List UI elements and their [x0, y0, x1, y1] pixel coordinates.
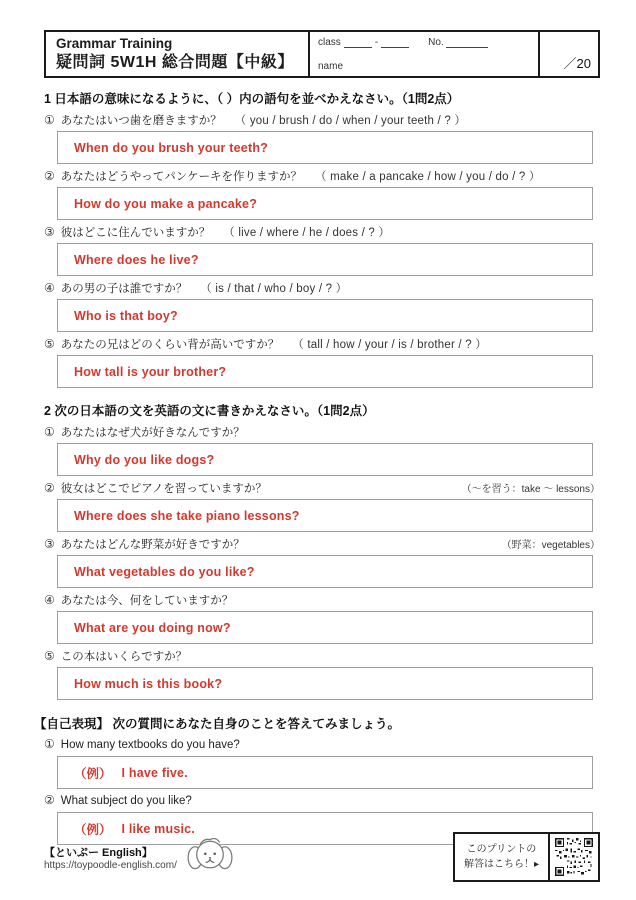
publisher-logo-text: 【といぷー English】	[44, 846, 153, 859]
word-bank: （ tall / how / your / is / brother / ? ）	[292, 339, 487, 351]
hint-note: （～を習う：take ～ lessons）	[461, 484, 600, 495]
answer-key-line1: このプリントの	[466, 843, 537, 855]
question-number: ⑤	[44, 649, 55, 663]
answer-box	[57, 187, 593, 220]
score-cell	[540, 32, 598, 76]
header-box	[44, 30, 600, 78]
answer-text: Who is that boy?	[74, 308, 178, 323]
answer-box	[57, 555, 593, 588]
answer-text: What are you doing now?	[74, 620, 231, 635]
word-bank: （ is / that / who / boy / ? ）	[200, 283, 348, 295]
answer-text: How do you make a pancake?	[74, 196, 258, 211]
name-label: name	[318, 61, 344, 72]
answer-box	[57, 443, 593, 476]
answer-text: How tall is your brother?	[74, 364, 227, 379]
question-text: あなたはどんな野菜が好きですか？	[60, 539, 245, 551]
section1-heading: 1 日本語の意味になるように、（ ）内の語句を並べかえなさい。（1問2点）	[44, 92, 460, 106]
answer-text: How much is this book?	[74, 676, 223, 691]
answer-text: I have five.	[121, 765, 188, 780]
question-text: What subject do you like?	[60, 795, 192, 807]
question-text: 彼女はどこでピアノを習っていますか？	[60, 483, 267, 495]
question-text: あの男の子は誰ですか？	[60, 283, 188, 295]
question-number: ①	[44, 425, 55, 439]
example-label: （例）	[74, 822, 112, 837]
question-number: ④	[44, 593, 55, 607]
word-bank: （ you / brush / do / when / your teeth / ? ）	[234, 115, 467, 127]
question-item	[44, 424, 600, 476]
qr-code	[550, 834, 598, 880]
answer-box	[57, 611, 593, 644]
answer-box	[57, 243, 593, 276]
question-number: ①	[44, 737, 55, 751]
question-item	[44, 336, 600, 388]
answer-box	[57, 499, 593, 532]
answer-text: I like music.	[121, 821, 195, 836]
score-denominator: ／20	[563, 56, 591, 71]
class-label: class	[318, 37, 341, 48]
question-number: ②	[44, 481, 55, 495]
answer-text: Where does he live?	[74, 252, 199, 267]
question-item	[44, 648, 600, 700]
question-item	[44, 224, 600, 276]
answer-text: When do you brush your teeth?	[74, 140, 268, 155]
answer-text: Why do you like dogs?	[74, 452, 215, 467]
example-label: （例）	[74, 766, 112, 781]
question-item	[44, 737, 600, 789]
answer-box	[57, 756, 593, 789]
number-label: No.	[428, 37, 444, 48]
question-item	[44, 280, 600, 332]
class-blank-line	[344, 39, 372, 48]
number-group	[428, 37, 488, 48]
word-bank: （ make / a pancake / how / you / do / ? ）	[315, 171, 541, 183]
answer-text: What vegetables do you like?	[74, 564, 255, 579]
question-text: あなたの兄はどのくらい背が高いですか？	[60, 339, 280, 351]
class-number-row	[318, 37, 530, 48]
question-text: あなたはどうやってパンケーキを作りますか？	[60, 171, 303, 183]
section2-heading: 2 次の日本語の文を英語の文に書きかえなさい。（1問2点）	[44, 404, 375, 418]
number-blank-line	[446, 39, 488, 48]
answer-box	[57, 299, 593, 332]
publisher-url: https://toypoodle-english.com/	[44, 859, 177, 871]
hint-note: （野菜：vegetables）	[501, 540, 600, 551]
section-self-expression	[34, 716, 600, 845]
selfexpr-heading: 【自己表現】 次の質問にあなた自身のことを答えてみましょう。	[34, 717, 400, 731]
question-text: あなたはいつ歯を磨きますか？	[60, 115, 222, 127]
question-number: ②	[44, 793, 55, 807]
question-text: 彼はどこに住んでいますか？	[60, 227, 211, 239]
question-item	[44, 592, 600, 644]
header-title-cell	[46, 32, 310, 76]
worksheet-title: 疑問詞 5W1H 総合問題【中級】	[56, 54, 294, 72]
question-number: ①	[44, 113, 55, 127]
footer	[44, 832, 600, 882]
question-item	[44, 536, 600, 588]
answer-box	[57, 667, 593, 700]
question-text: この本はいくらですか？	[60, 651, 188, 663]
question-number: ③	[44, 537, 55, 551]
answer-text: Where does she take piano lessons?	[74, 508, 300, 523]
name-row	[318, 61, 530, 72]
class-dash: -	[374, 37, 379, 48]
answer-box	[57, 355, 593, 388]
answer-box	[57, 131, 593, 164]
question-text: How many textbooks do you have?	[60, 739, 240, 751]
worksheet-series-title: Grammar Training	[56, 36, 173, 52]
answer-key-box	[453, 832, 600, 882]
question-item	[44, 168, 600, 220]
question-number: ③	[44, 225, 55, 239]
student-info-cell	[310, 32, 540, 76]
question-item	[44, 112, 600, 164]
section-reorder	[44, 91, 600, 388]
answer-key-line2: 解答はこちら！▸	[463, 859, 539, 870]
question-number: ②	[44, 169, 55, 183]
question-text: あなたは今、何をしていますか？	[60, 595, 234, 607]
section-translate	[44, 403, 600, 700]
toy-poodle-icon	[185, 834, 235, 880]
question-number: ④	[44, 281, 55, 295]
publisher-block	[44, 834, 235, 880]
question-number: ⑤	[44, 337, 55, 351]
question-text: あなたはなぜ犬が好きなんですか？	[60, 427, 245, 439]
class-blank-line2	[381, 39, 409, 48]
word-bank: （ live / where / he / does / ? ）	[223, 227, 391, 239]
question-item	[44, 480, 600, 532]
